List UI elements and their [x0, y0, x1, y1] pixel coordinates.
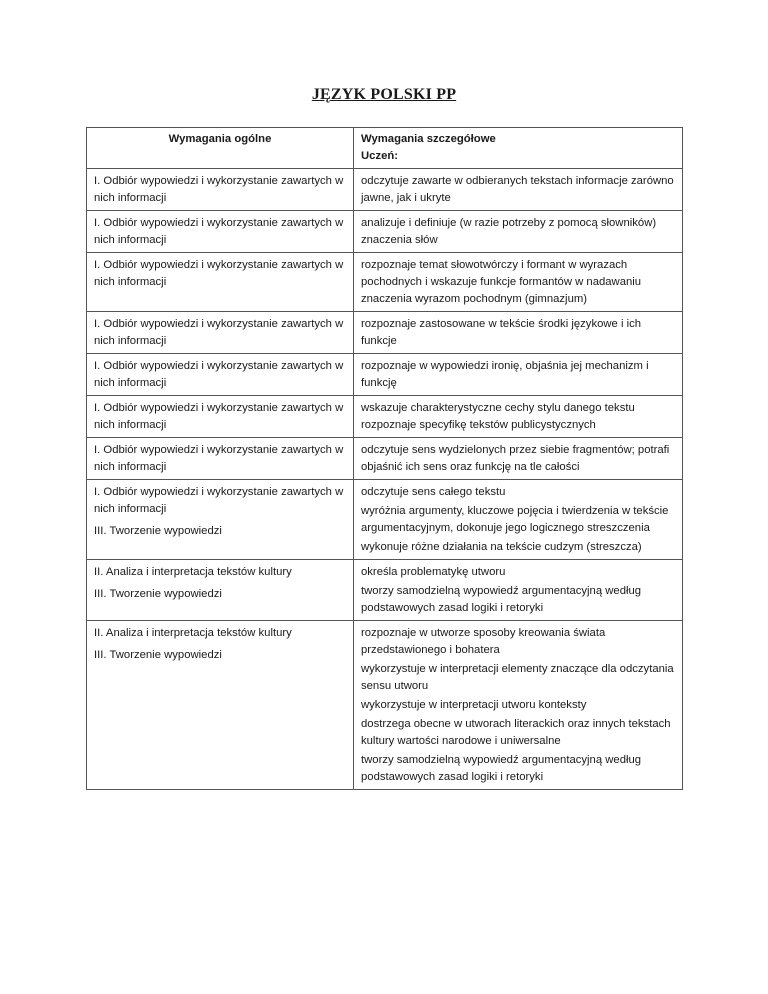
table-row	[87, 438, 683, 480]
header-specific-title: Wymagania szczegółowe	[361, 133, 496, 145]
table-row	[87, 253, 683, 312]
general-requirement-cell	[87, 169, 354, 211]
page-title: JĘZYK POLSKI PP	[311, 86, 457, 103]
specific-requirement: rozpoznaje zastosowane w tekście środki językowe i ich funkcje	[361, 318, 642, 347]
specific-requirement: wyróżnia argumenty, kluczowe pojęcia i twierdzenia w tekście argumentacyjnym, dokonuje jego logicznego streszczenia	[361, 505, 669, 534]
specific-requirement: dostrzega obecne w utworach literackich oraz innych tekstach kultury wartości narodowe i uniwersalne	[361, 718, 671, 747]
header-specific-subtitle: Uczeń:	[361, 150, 399, 162]
specific-requirement: określa problematykę utworu	[361, 566, 506, 578]
table-row	[87, 480, 683, 560]
general-requirement-cell	[87, 253, 354, 312]
general-requirement: I. Odbiór wypowiedzi i wykorzystanie zawartych w nich informacji	[94, 402, 344, 431]
general-requirement: I. Odbiór wypowiedzi i wykorzystanie zawartych w nich informacji	[94, 217, 344, 246]
general-requirement-cell	[87, 560, 354, 621]
specific-requirement-cell	[354, 211, 683, 253]
specific-requirement-cell	[354, 354, 683, 396]
general-requirement-cell	[87, 480, 354, 560]
general-requirement: II. Analiza i interpretacja tekstów kultury	[94, 627, 292, 639]
header-general-requirements: Wymagania ogólne	[87, 128, 354, 169]
specific-requirement: analizuje i definiuje (w razie potrzeby z pomocą słowników) znaczenia słów	[361, 217, 657, 246]
specific-requirement-cell	[354, 312, 683, 354]
header-specific-requirements	[354, 128, 683, 169]
general-requirement: I. Odbiór wypowiedzi i wykorzystanie zawartych w nich informacji	[94, 175, 344, 204]
specific-requirement: tworzy samodzielną wypowiedź argumentacyjną według podstawowych zasad logiki i retoryki	[361, 585, 642, 614]
table-row	[87, 396, 683, 438]
general-requirement-cell	[87, 621, 354, 790]
specific-requirement: rozpoznaje w utworze sposoby kreowania świata przedstawionego i bohatera	[361, 627, 606, 656]
specific-requirement-cell	[354, 438, 683, 480]
general-requirement: III. Tworzenie wypowiedzi	[94, 588, 222, 600]
table-row	[87, 560, 683, 621]
general-requirement-cell	[87, 211, 354, 253]
general-requirement: II. Analiza i interpretacja tekstów kultury	[94, 566, 292, 578]
specific-requirement-cell	[354, 169, 683, 211]
general-requirement-cell	[87, 438, 354, 480]
specific-requirement: rozpoznaje temat słowotwórczy i formant w wyrazach pochodnych i wskazuje funkcje formantów w nadawaniu znaczenia wyrazom pochodnym (gimnazjum)	[361, 259, 642, 305]
general-requirement: III. Tworzenie wypowiedzi	[94, 649, 222, 661]
table-row	[87, 354, 683, 396]
specific-requirement: rozpoznaje w wypowiedzi ironię, objaśnia jej mechanizm i funkcję	[361, 360, 649, 389]
specific-requirement: tworzy samodzielną wypowiedź argumentacyjną według podstawowych zasad logiki i retoryki	[361, 754, 642, 783]
general-requirement: I. Odbiór wypowiedzi i wykorzystanie zawartych w nich informacji	[94, 259, 344, 288]
specific-requirement: wykorzystuje w interpretacji utworu konteksty	[361, 699, 587, 711]
general-requirement: I. Odbiór wypowiedzi i wykorzystanie zawartych w nich informacji	[94, 360, 344, 389]
specific-requirement-cell	[354, 480, 683, 560]
table-row	[87, 312, 683, 354]
general-requirement: I. Odbiór wypowiedzi i wykorzystanie zawartych w nich informacji	[94, 318, 344, 347]
specific-requirement: odczytuje sens wydzielonych przez siebie fragmentów; potrafi objaśnić ich sens oraz funkcję na tle całości	[361, 444, 670, 473]
specific-requirement: odczytuje zawarte w odbieranych tekstach informacje zarówno jawne, jak i ukryte	[361, 175, 674, 204]
specific-requirement-cell	[354, 253, 683, 312]
specific-requirement-cell	[354, 621, 683, 790]
table-row	[87, 211, 683, 253]
general-requirement: III. Tworzenie wypowiedzi	[94, 525, 222, 537]
general-requirement: I. Odbiór wypowiedzi i wykorzystanie zawartych w nich informacji	[94, 486, 344, 515]
general-requirement-cell	[87, 396, 354, 438]
specific-requirement-cell	[354, 560, 683, 621]
general-requirement-cell	[87, 354, 354, 396]
table-header-row	[87, 128, 683, 169]
table-row	[87, 169, 683, 211]
specific-requirement: odczytuje sens całego tekstu	[361, 486, 506, 498]
general-requirement-cell	[87, 312, 354, 354]
requirements-table	[86, 127, 683, 790]
table-body	[87, 169, 683, 790]
specific-requirement: wskazuje charakterystyczne cechy stylu danego tekstu rozpoznaje specyfikę tekstów publicystycznych	[361, 402, 635, 431]
general-requirement: I. Odbiór wypowiedzi i wykorzystanie zawartych w nich informacji	[94, 444, 344, 473]
table-row	[87, 621, 683, 790]
specific-requirement: wykorzystuje w interpretacji elementy znaczące dla odczytania sensu utworu	[361, 663, 674, 692]
specific-requirement: wykonuje różne działania na tekście cudzym (streszcza)	[361, 541, 642, 553]
specific-requirement-cell	[354, 396, 683, 438]
